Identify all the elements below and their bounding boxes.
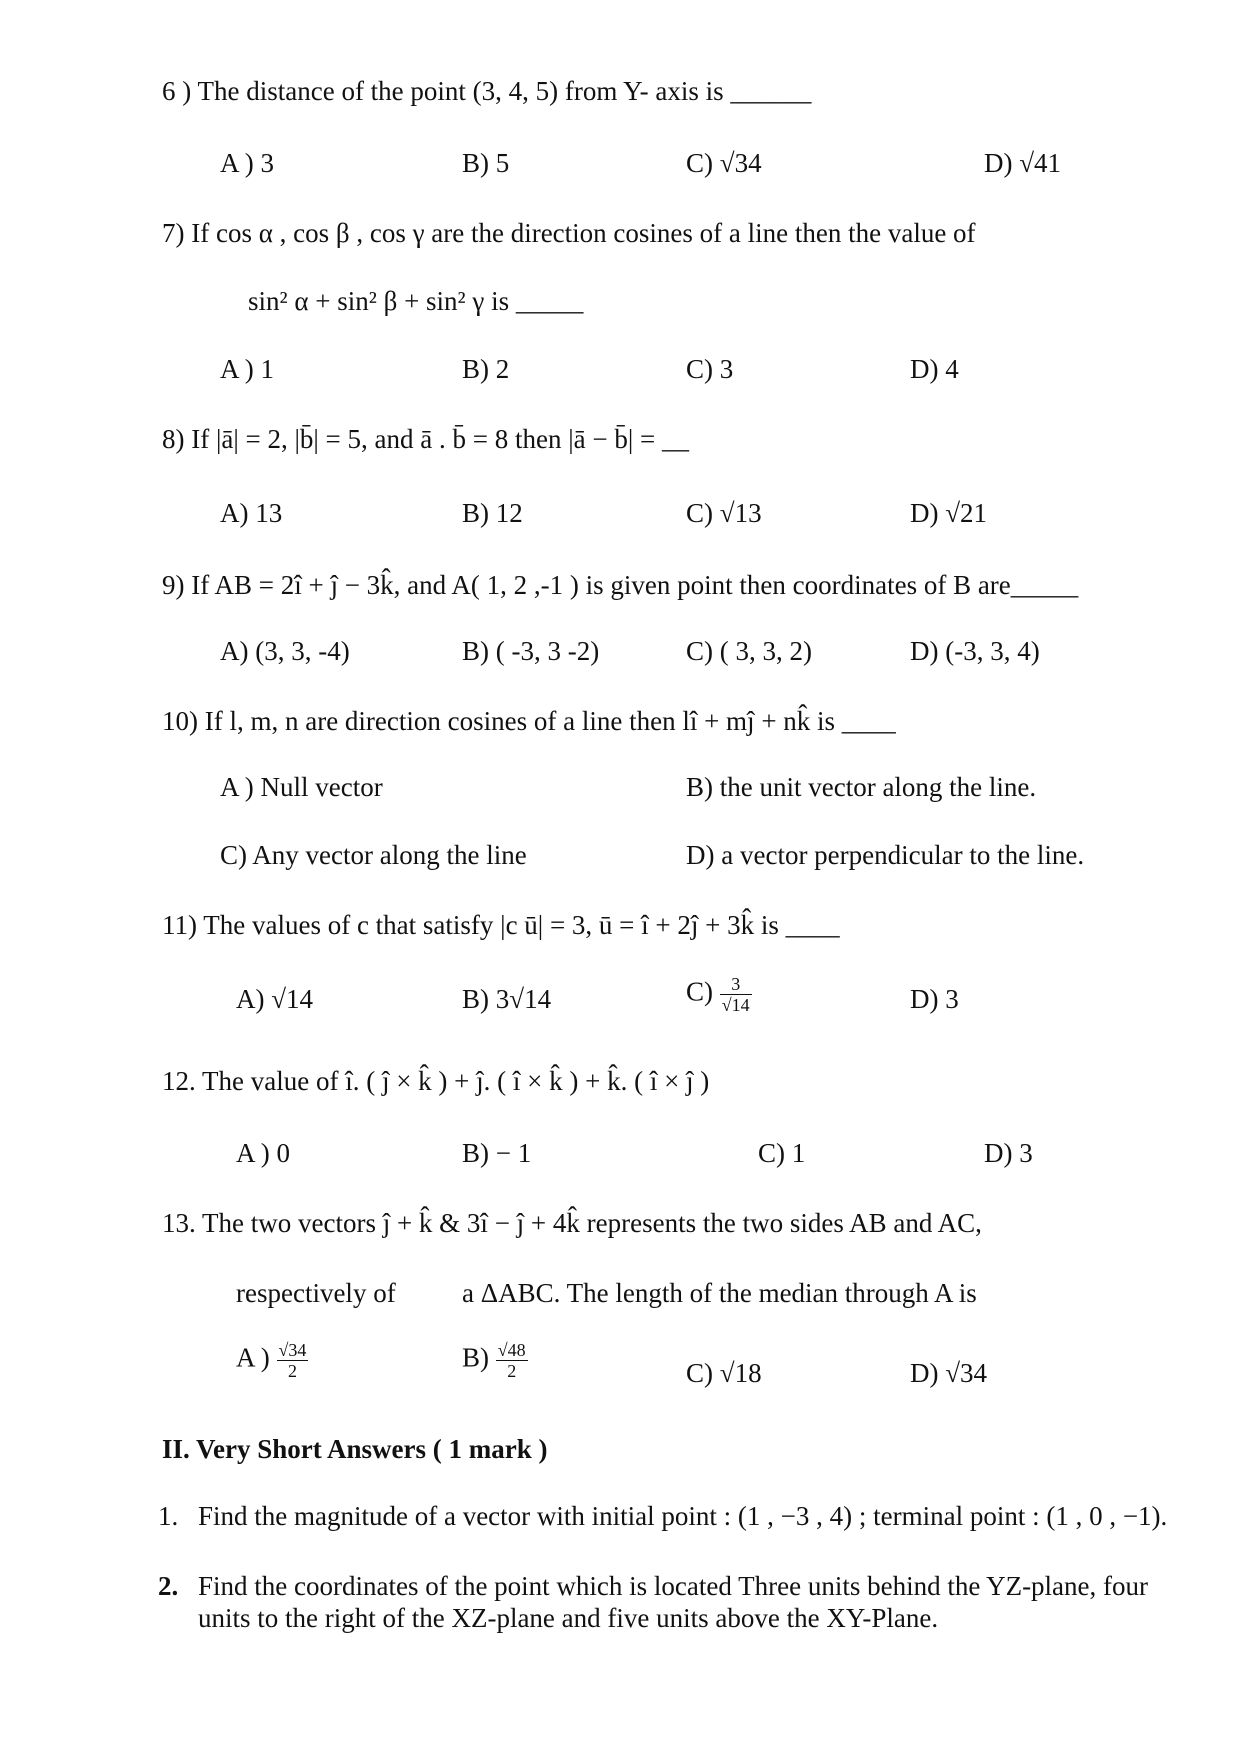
q7-option-a: A ) 1 xyxy=(220,354,274,384)
question-7: 7) If cos α , cos β , cos γ are the direction cosines of a line then the value of xyxy=(162,218,976,248)
q13-option-a-fraction xyxy=(277,1340,309,1381)
short-answer-item-2-number: 2. xyxy=(158,1571,179,1601)
short-answer-item-2-text: Find the coordinates of the point which is located Three units behind the YZ-plane, four units to the right of the XZ-plane and five units above the XY-Plane. xyxy=(198,1571,1149,1633)
q7-option-d: D) 4 xyxy=(910,354,959,384)
q13-option-c: C) √18 xyxy=(686,1358,762,1388)
question-7-expression: sin² α + sin² β + sin² γ is _____ xyxy=(248,286,584,316)
short-answer-item-1-text: Find the magnitude of a vector with initial point : (1 , −3 , 4) ; terminal point : (1 , 0 , −1). xyxy=(198,1501,1168,1531)
q8-option-c: C) √13 xyxy=(686,498,762,528)
question-13: 13. The two vectors ĵ + k̂ & 3î − ĵ + 4k̂ represents the two sides AB and AC, xyxy=(162,1208,982,1238)
q9-option-a: A) (3, 3, -4) xyxy=(220,636,350,666)
q13-option-a-numerator: √34 xyxy=(278,1340,307,1360)
q11-option-a: A) √14 xyxy=(236,984,314,1014)
q7-option-c: C) 3 xyxy=(686,354,734,384)
q12-option-c: C) 1 xyxy=(758,1138,806,1168)
question-8: 8) If |ā| = 2, |b̄| = 5, and ā . b̄ = 8 then |ā − b̄| = __ xyxy=(162,424,689,454)
q13-option-b-denominator: 2 xyxy=(507,1361,517,1381)
q12-option-a: A ) 0 xyxy=(236,1138,290,1168)
question-12: 12. The value of î. ( ĵ × k̂ ) + ĵ. ( î × k̂ ) + k̂. ( î × ĵ ) xyxy=(162,1066,710,1096)
q13-option-a xyxy=(236,1340,308,1381)
q12-option-d: D) 3 xyxy=(984,1138,1033,1168)
q8-option-b: B) 12 xyxy=(462,498,523,528)
q10-option-b: B) the unit vector along the line. xyxy=(686,772,1037,802)
q13-option-b-fraction xyxy=(496,1340,528,1381)
q11-option-d: D) 3 xyxy=(910,984,959,1014)
q10-option-c: C) Any vector along the line xyxy=(220,840,527,870)
q13-option-b-prefix: B) xyxy=(462,1342,489,1373)
short-answer-item-1-number: 1. xyxy=(158,1501,179,1531)
q13-option-a-denominator: 2 xyxy=(287,1361,297,1381)
q10-option-a: A ) Null vector xyxy=(220,772,383,802)
short-answer-item-2 xyxy=(158,1570,1178,1634)
q11-option-c-fraction xyxy=(720,974,752,1015)
q11-option-c-denominator: √14 xyxy=(721,995,750,1015)
q11-option-c-numerator: 3 xyxy=(720,974,752,995)
q9-option-b: B) ( -3, 3 -2) xyxy=(462,636,600,666)
q11-option-b: B) 3√14 xyxy=(462,984,552,1014)
question-10: 10) If l, m, n are direction cosines of a line then lî + mĵ + nk̂ is ____ xyxy=(162,706,896,736)
q9-option-c: C) ( 3, 3, 2) xyxy=(686,636,812,666)
question-6: 6 ) The distance of the point (3, 4, 5) from Y- axis is ______ xyxy=(162,76,812,106)
q6-option-c: C) √34 xyxy=(686,148,762,178)
q13-option-b-numerator: √48 xyxy=(497,1340,526,1360)
question-13-continuation-a: respectively of xyxy=(236,1278,396,1308)
q12-option-b: B) − 1 xyxy=(462,1138,532,1168)
q13-option-b xyxy=(462,1340,528,1381)
q8-option-d: D) √21 xyxy=(910,498,988,528)
q6-option-b: B) 5 xyxy=(462,148,510,178)
q6-option-a: A ) 3 xyxy=(220,148,274,178)
q9-option-d: D) (-3, 3, 4) xyxy=(910,636,1040,666)
q11-option-c xyxy=(686,974,752,1015)
q13-option-d: D) √34 xyxy=(910,1358,988,1388)
question-11: 11) The values of c that satisfy |c ū| = 3, ū = î + 2ĵ + 3k̂ is ____ xyxy=(162,910,840,940)
q10-option-d: D) a vector perpendicular to the line. xyxy=(686,840,1085,870)
q13-option-a-prefix: A ) xyxy=(236,1342,270,1373)
question-9: 9) If AB = 2î + ĵ − 3k̂, and A( 1, 2 ,-1 ) is given point then coordinates of B are_____ xyxy=(162,570,1079,600)
question-13-continuation-b: a ΔABC. The length of the median through A is xyxy=(462,1278,977,1308)
short-answer-item-1 xyxy=(158,1500,1178,1532)
q7-option-b: B) 2 xyxy=(462,354,510,384)
q11-option-c-prefix: C) xyxy=(686,976,713,1007)
q8-option-a: A) 13 xyxy=(220,498,283,528)
section-2-title: II. Very Short Answers ( 1 mark ) xyxy=(162,1434,548,1464)
q6-option-d: D) √41 xyxy=(984,148,1062,178)
